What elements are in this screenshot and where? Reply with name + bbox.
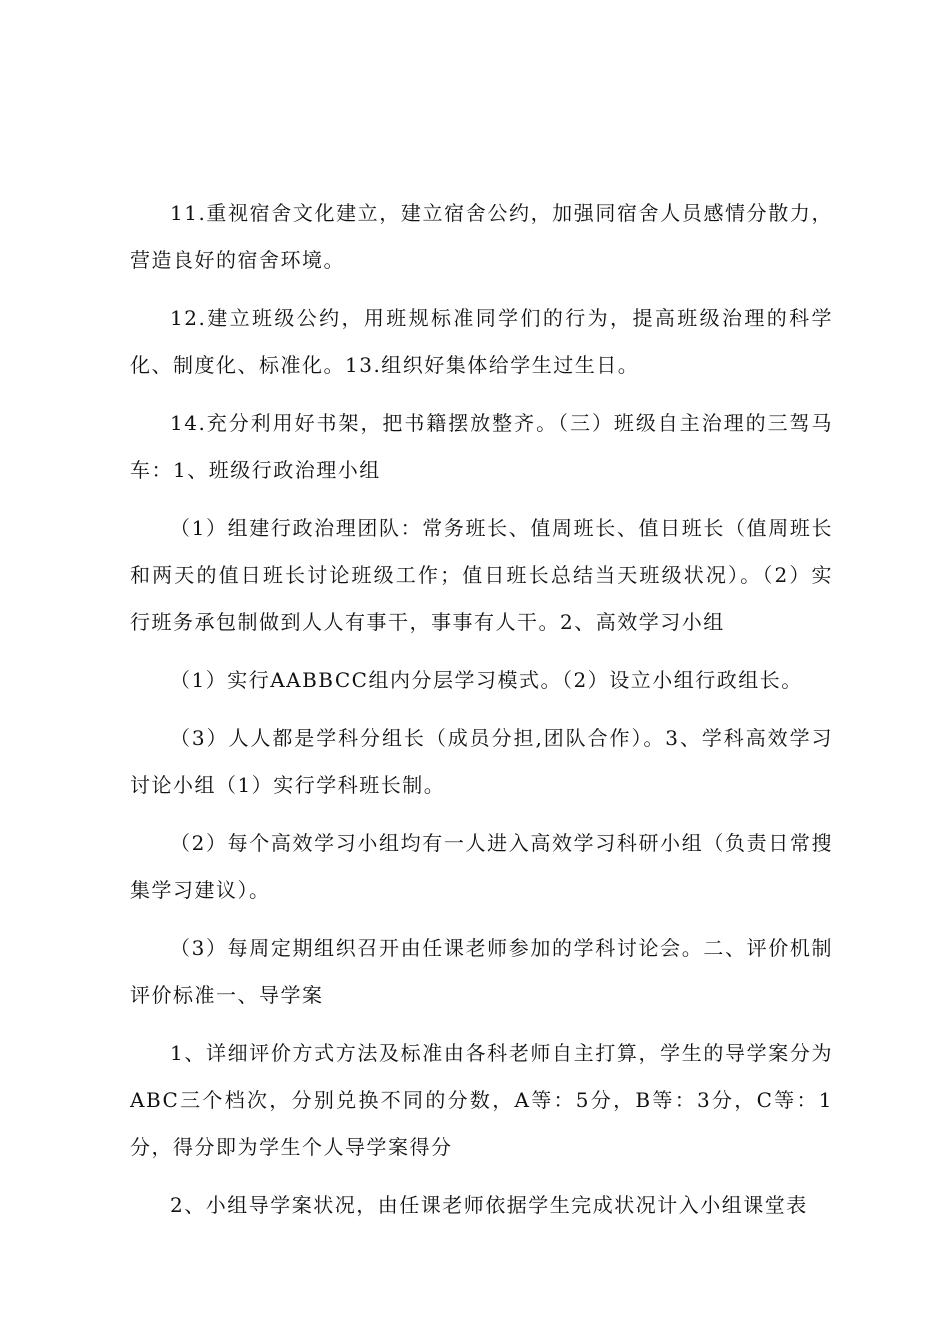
paragraph-evaluation-standard: 1、详细评价方式方法及标准由各科老师自主打算，学生的导学案分为ABC三个档次，分别兑换不同的分数，A等：5分，B等：3分，C等：1分，得分即为学生个人导学案得分: [130, 1041, 833, 1159]
paragraph-bookshelf: 14.充分利用好书架，把书籍摆放整齐。（三）班级自主治理的三驾马车：1、班级行政治理小组: [130, 411, 833, 482]
paragraph-group-evaluation: 2、小组导学案状况，由任课老师依据学生完成状况计入小组课堂表: [170, 1193, 808, 1217]
paragraph-admin-team: （1）组建行政治理团队：常务班长、值周班长、值日班长（值周班长和两天的值日班长讨论班级工作；值日班长总结当天班级状况）。（2）实行班务承包制做到人人有事干，事事有人干。2、高效学习小组: [130, 516, 833, 634]
paragraph-dorm-culture: 11.重视宿舍文化建立，建立宿舍公约，加强同宿舍人员感情分散力，营造良好的宿舍环境。: [130, 201, 833, 272]
paragraph-subject-leaders: （3）人人都是学科分组长（成员分担,团队合作）。3、学科高效学习讨论小组（1）实行学科班长制。: [130, 726, 833, 797]
document-page: [130, 190, 833, 1240]
paragraph-layered-learning: （1）实行AABBCC组内分层学习模式。（2）设立小组行政组长。: [170, 668, 803, 692]
paragraph-weekly-meeting: （3）每周定期组织召开由任课老师参加的学科讨论会。二、评价机制评价标准一、导学案: [130, 936, 833, 1007]
paragraph-research-group: （2）每个高效学习小组均有一人进入高效学习科研小组（负责日常搜集学习建议）。: [130, 831, 833, 902]
paragraph-class-convention: 12.建立班级公约，用班规标准同学们的行为，提高班级治理的科学化、制度化、标准化。13.组织好集体给学生过生日。: [130, 306, 833, 377]
